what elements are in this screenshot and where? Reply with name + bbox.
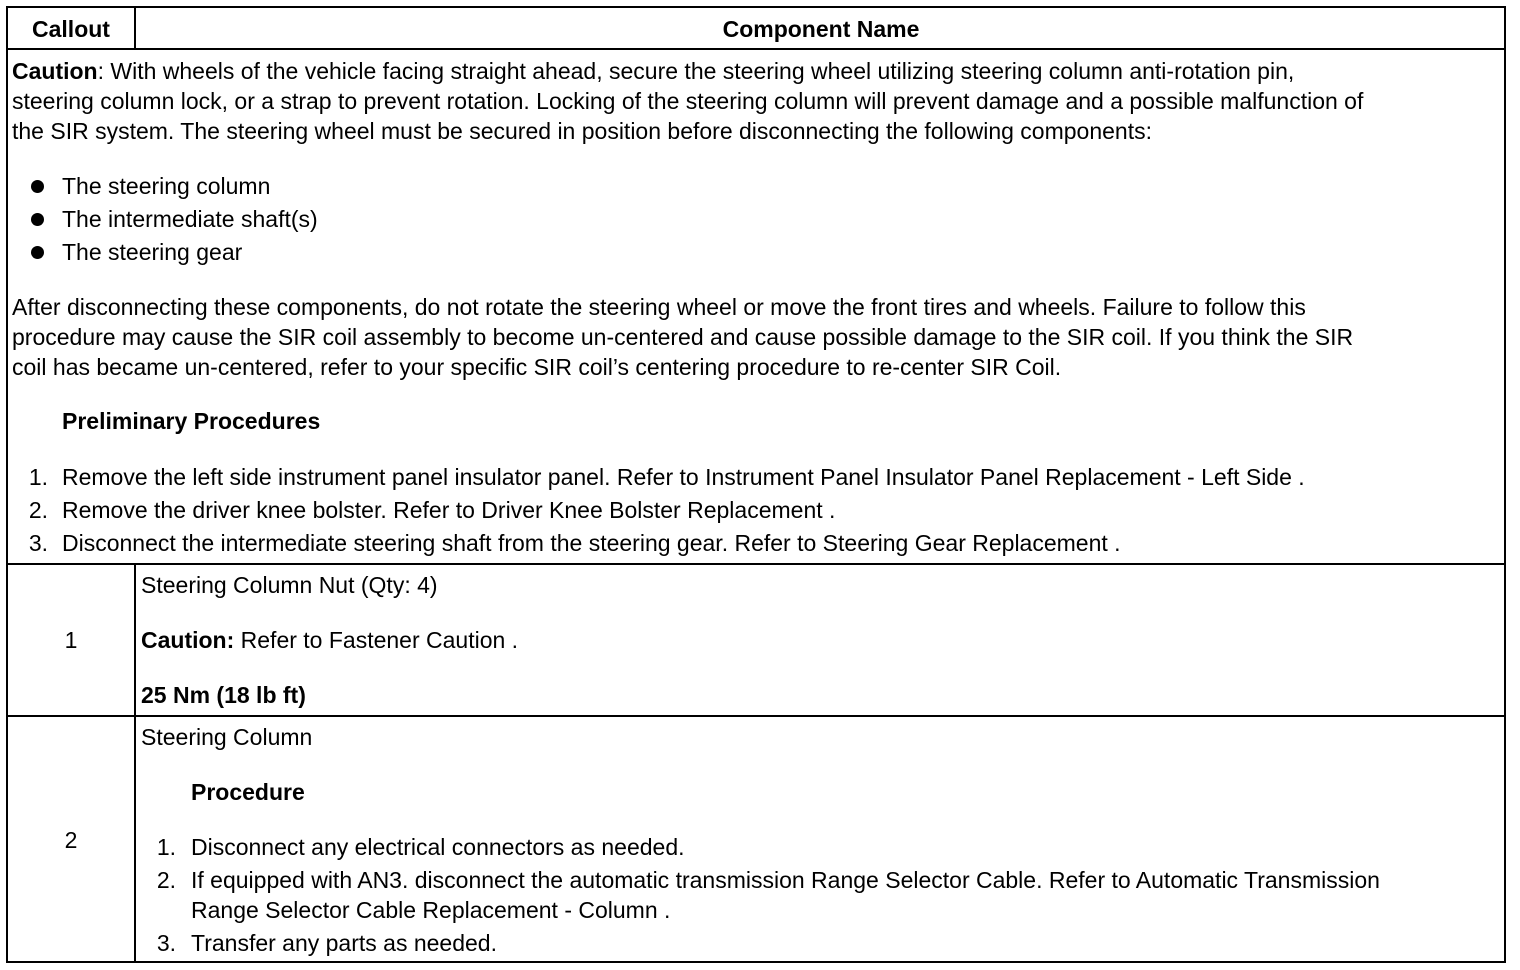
- row-2-top-rule: [8, 715, 1504, 717]
- step-number: 3.: [156, 930, 176, 956]
- after-disconnect-line-1: After disconnecting these components, do not rotate the steering wheel or move the front tires and wheels. Failure to follow this: [12, 294, 1306, 320]
- bullet-icon: [31, 213, 44, 226]
- header-divider: [134, 8, 136, 48]
- row-1-top-rule: [8, 563, 1504, 565]
- row-1-torque-spec: 25 Nm (18 lb ft): [141, 682, 306, 708]
- header-callout: Callout: [32, 16, 110, 42]
- step-number: 2.: [28, 497, 48, 523]
- row-2-component-name: Steering Column: [141, 724, 313, 750]
- row-2-procedure-title: Procedure: [191, 779, 305, 805]
- preliminary-step: Disconnect the intermediate steering shaft from the steering gear. Refer to Steering Gear Replacement .: [62, 530, 1121, 556]
- caution-line-3: the SIR system. The steering wheel must be secured in position before disconnecting the following components:: [12, 118, 1152, 144]
- caution-line-1: Caution: With wheels of the vehicle facing straight ahead, secure the steering wheel utilizing steering column anti-rotation pin,: [12, 58, 1295, 84]
- procedure-table: [6, 6, 1506, 963]
- header-bottom-rule: [8, 48, 1504, 50]
- bullet-item: The steering gear: [62, 239, 243, 265]
- procedure-step-continued: Range Selector Cable Replacement - Column .: [191, 897, 671, 923]
- procedure-step: Transfer any parts as needed.: [191, 930, 497, 956]
- preliminary-title: Preliminary Procedures: [62, 408, 321, 434]
- procedure-step: Disconnect any electrical connectors as needed.: [191, 834, 685, 860]
- row-2-callout: 2: [64, 827, 78, 853]
- caution-label: Caution: [12, 58, 98, 84]
- row-1-caution: Caution: Refer to Fastener Caution .: [141, 627, 519, 653]
- row-2-divider: [134, 716, 136, 963]
- row-1-divider: [134, 564, 136, 716]
- bullet-item: The intermediate shaft(s): [62, 206, 318, 232]
- row-1-caution-label: Caution:: [141, 627, 235, 653]
- step-number: 1.: [28, 464, 48, 490]
- step-number: 2.: [156, 867, 176, 893]
- caution-line-2: steering column lock, or a strap to prevent rotation. Locking of the steering column will prevent damage and a possible malfunction of: [12, 88, 1364, 114]
- procedure-step: If equipped with AN3. disconnect the automatic transmission Range Selector Cable. Refer to Automatic Transmission: [191, 867, 1380, 893]
- step-number: 3.: [28, 530, 48, 556]
- bullet-icon: [31, 180, 44, 193]
- after-disconnect-line-2: procedure may cause the SIR coil assembly to become un-centered and cause possible damage to the SIR coil. If you think the SIR: [12, 324, 1354, 350]
- after-disconnect-line-3: coil has became un-centered, refer to your specific SIR coil’s centering procedure to re-center SIR Coil.: [12, 354, 1062, 380]
- header-component-name: Component Name: [722, 16, 920, 42]
- bullet-icon: [31, 246, 44, 259]
- preliminary-step: Remove the left side instrument panel insulator panel. Refer to Instrument Panel Insulator Panel Replacement - Left Side .: [62, 464, 1305, 490]
- bullet-item: The steering column: [62, 173, 271, 199]
- preliminary-step: Remove the driver knee bolster. Refer to Driver Knee Bolster Replacement .: [62, 497, 836, 523]
- step-number: 1.: [156, 834, 176, 860]
- row-1-component-name: Steering Column Nut (Qty: 4): [141, 572, 438, 598]
- row-1-callout: 1: [64, 627, 78, 653]
